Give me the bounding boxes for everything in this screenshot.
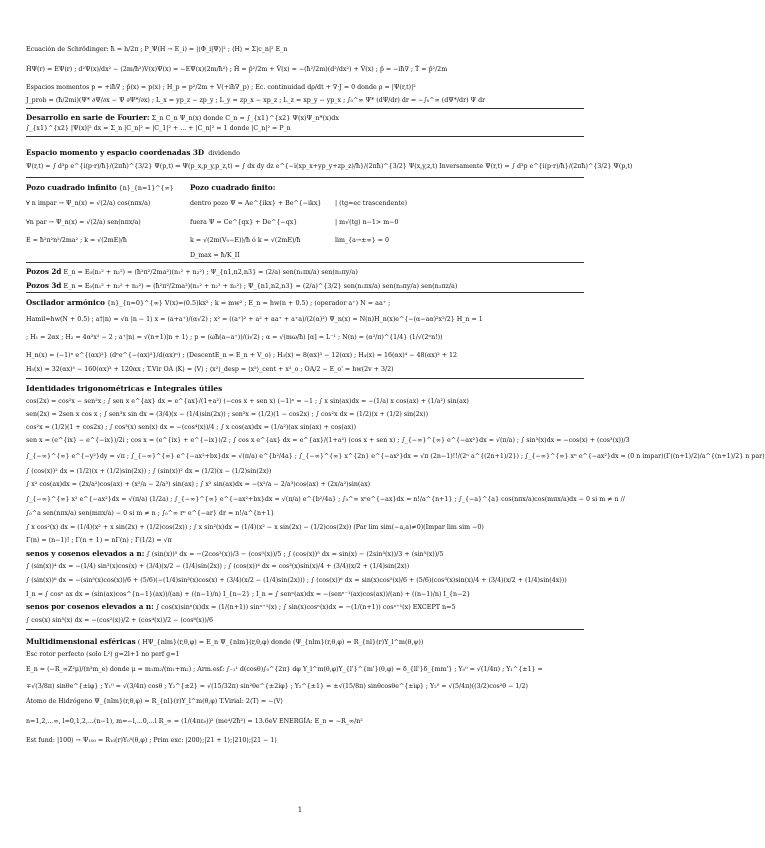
schrodinger-line-2: ĤΨ(r) = EΨ(r) ; d²Ψ(x)/dx² − (2m/ħ²)V(x)Ψ(x) = −EΨ(x)(2m/ħ²) ; Ĥ = p̂²/2m + V̂(x) = −(ħ²/2m)(d²/dx²) + V̂(x) ; p̂ = −iħ∇ ; T̂ = p̂²/2m xyxy=(26,66,448,73)
multi-line-1 xyxy=(26,638,586,646)
identidades-line-17: ∫ cos(x) sin⁵(x) dx = −(cos²(x))/2 + (cos⁴(x))/2 − (cos⁶(x))/6 xyxy=(26,617,214,624)
identidades-line-15: I_n = ∫ cosⁿ ax dx = (sin(ax)cos^{n−1}(ax))/(an) + ((n−1)/n) I_{n−2} ; I_n = ∫ senⁿ(ax)dx = −(senⁿ⁻¹(ax)cos(ax))/(an) + ((n−1)/n) I_{n−2} xyxy=(26,591,471,598)
pozo-a-line-2: ∀n par → Ψ_n(x) = √(2/a) sen(nπx/a) xyxy=(26,219,141,226)
pozo-c-line-2: | m√(tg) n−1> m−0 xyxy=(335,219,399,226)
divider xyxy=(26,177,584,178)
fourier-title: Desarrollo en sarie de Fourier: xyxy=(26,113,150,122)
identidades-line-10: ∫ x cos²(x) dx = (1/4)(x² + x sin(2x) + (1/2)cos(2x)) ; ∫ x sin²(x)dx = (1/4)(x² − x sin(2x) − (1/2)cos(2x)) (Par lim sim(−a,a)≠0)(Impar lim sim −0) xyxy=(26,524,484,531)
senos-cosenos-line xyxy=(26,550,586,558)
senos-por-cosenos-line xyxy=(26,603,586,611)
pozos-3d-line xyxy=(26,282,586,290)
multi-title: Multidimensional esféricas xyxy=(26,637,136,646)
momento-section xyxy=(26,149,586,157)
oscilador-line-5: H₅(x) = 32(αx)⁵ − 160(αx)³ + 120αx ; T.Vir OA ⟨K⟩ = ⟨V⟩ ; ⟨x²⟩_desp = ⟨x²⟩_cent + x²_o ; OA/2 − E_o' = hw(2v + 3/2) xyxy=(26,366,394,373)
fourier-section xyxy=(26,114,586,122)
pozos-2d-formula: E_n = E₀(n₁² + n₂²) = (ħ²π²/2ma²)(n₁² + n₂²) ; Ψ_{n1,n2,n3} = (2/a) sen(n₁πx/a) sen(n₂πy/a) xyxy=(61,268,358,276)
momento-line-1: Ψ(r,t) = ∫ d³p e^{i(p·r)/ħ}/(2πħ)^{3/2} Ψ(p,t) ⇒ Ψ(p_x,p_y,p_z,t) = ∫ dx dy dz e^{−i(xp_x+yp_y+zp_z)/ħ}/(2πħ)^{3/2} Ψ(x,y,z,t) Inversamente Ψ(r,t) = ∫ d³p e^{i(p·r)/ħ}/(2πħ)^{3/2} Ψ(p,t) xyxy=(26,163,633,170)
identidades-line-7: ∫ x² cos(ax)dx = (2x/a²)cos(ax) + (x²/a − 2/a³) sin(ax) ; ∫ x² sin(ax)dx = −(x²/a − 2/a³)cos(ax) + (2x/a²)sin(ax) xyxy=(26,481,371,488)
pozo-finito-heading xyxy=(190,184,390,193)
identidades-line-11: Γ(n) = (n−1)! ; Γ(n + 1) = nΓ(n) ; Γ(1/2) = √π xyxy=(26,537,172,544)
schrodinger-line-1: Ecuación de Schrödinger: ħ = h/2π ; P_Ψ(H → E_i) = |⟨Φ_i|Ψ⟩|² ; ⟨H⟩ = Σ|c_n|² E_n xyxy=(26,46,288,53)
divider xyxy=(26,136,584,137)
pozos-2d-title: Pozos 2d xyxy=(26,267,62,276)
divider xyxy=(26,108,584,109)
multi-line-4: ∓√(3/8π) sinθe^{±iφ} ; Y₁⁰ = √(3/4π) cosθ ; Y₂^{±2} = √(15/32π) sin²θe^{±2iφ} ; Y₂^{±1} = ±√(15/8π) sinθcosθe^{±iφ} ; Y₂⁰ = √(5/4π)((3/2)cos²θ − 1/2) xyxy=(26,683,528,690)
identidades-line-2: sen(2x) = 2sen x cos x ; ∫ sen³x sin dx = (3/4)(x − (1/4)sin(2x)) ; sen²x = (1/2)(1 − cos2x) ; ∫ cos²x dx = (1/2)(x + (1/2) sin(2x)) xyxy=(26,411,429,418)
identidades-line-1: cos(2x) = cos²x − sen²x ; ∫ sen x e^{ax} dx = e^{ax}/(1+a²) (−cos x + sen x) (−1)ⁿ = −1 ; ∫ x sin(ax)dx = −(1/a) x cos(ax) + (1/a²) sin(ax) xyxy=(26,398,469,405)
pozo-finito-title: Pozo cuadrado finito: xyxy=(190,183,276,192)
pozo-infinito-range: {n}_{n=1}^{∞} xyxy=(118,185,174,192)
pozo-c-line-3: lim_{a→±∞} = 0 xyxy=(335,237,389,244)
senos-cosenos-title: senos y cosenos elevados a n: xyxy=(26,549,145,558)
identidades-line-5: ∫_{−∞}^{∞} e^{−y²}dy = √π ; ∫_{−∞}^{∞} e^{−ax²+bx}dx = √(π/a) e^{b²/4a} ; ∫_{−∞}^{∞} x^{2n} e^{−ax²}dx = √π (2n−1)!!/(2ⁿ a^{(2n+1)/2}) ; ∫_{−∞}^{∞} xⁿ e^{−ax²}dx = (0 n impar)(Γ((n+1)/2)/a^{(n+1)/2} n par) xyxy=(26,453,765,460)
pozo-c-line-1: | (tg=ec trascendente) xyxy=(335,200,408,207)
pozo-infinito-heading xyxy=(26,184,196,193)
multi-line-2: Esc rotor perfecto (solo L²) g=2l+1 no perf g=1 xyxy=(26,651,180,658)
oscilador-line-1 xyxy=(26,299,586,307)
identidades-line-9: ∫₀^a sen(nπx/a) sen(mπx/a) − 0 si m ≠ n ; ∫₀^∞ rⁿ e^{−ar} dr = n!/a^{n+1} xyxy=(26,510,275,517)
identidades-line-13: ∫ (sin(x))⁴ dx = −(1/4) sin³(x)cos(x) + (3/4)(x/2 − (1/4)sin(2x)) ; ∫ (cos(x))⁴ dx = cos³(x)sin(x)/4 + (3/4)(x/2 + (1/4)sin(2x)) xyxy=(26,563,410,570)
pozo-infinito-title: Pozo cuadrado infinito xyxy=(26,183,117,192)
fourier-line-1: Σ_n C_n Ψ_n(x) donde C_n = ∫_{x1}^{x2} Ψ(x)Ψ_n*(x)dx xyxy=(149,114,339,122)
pozos-3d-title: Pozos 3d xyxy=(26,281,62,290)
identidades-line-16: ∫ cos(x)sinⁿ(x)dx = (1/(n+1)) sinⁿ⁺¹(x) ; ∫ sin(x)cosⁿ(x)dx = −(1/(n+1)) cosⁿ⁺¹(x) EXCEPT n=5 xyxy=(153,603,456,611)
identidades-line-6: ∫ (cos(x))² dx = (1/2)(x + (1/2)sin(2x)) ; ∫ (sin(x))² dx = (1/2)(x − (1/2)sin(2x)) xyxy=(26,468,272,475)
pozo-b-line-1: dentro pozo Ψ = Ae^{ikx} + Be^{−ikx} xyxy=(190,200,322,207)
schrodinger-line-3: Espacios momentos p = +iħ∇ ; p̂(x) = p(x) ; H_p = p²/2m + V(+iħ∇_p) ; Ec. continuidad dρ/dt + ∇·J = 0 donde ρ = |Ψ(r,t)|² xyxy=(26,84,416,91)
momento-extra: dividendo xyxy=(208,149,240,157)
identidades-line-3: cos²x = (1/2)(1 + cos2x) ; ∫ cos³(x) sen(x) dx = −(cos⁴(x))/4 ; ∫ x cos(ax)dx = (1/a²)(ax sin(ax) + cos(ax)) xyxy=(26,424,357,431)
oscilador-line-3: ; H₁ = 2αx ; H₂ = 4α²x² − 2 ; a⁺|n⟩ = √(n+1)|n + 1⟩ ; p = (ωħ(a−a⁺))/(i√2) ; α = √(mω/ħ) [α] = L⁻¹ ; N(n) = (α²/π)^{1/4} (1/√(2ⁿn!)) xyxy=(26,334,443,341)
multi-line-7: Est fund: |100⟩ → Ψ₁₀₀ = R₁₀(r)Y₀⁰(θ,φ) ; Prim exc: |200⟩;|21 + 1⟩;|210⟩;|21 − 1⟩ xyxy=(26,737,277,744)
pozo-b-line-4: D_max = ħ/K_II xyxy=(190,252,240,259)
senos-por-cosenos-title: senos por cosenos elevados a n: xyxy=(26,602,154,611)
pozos-2d-line xyxy=(26,268,586,276)
multi-formula-1: ( HΨ_{nlm}(r,θ,φ) = E_n Ψ_{nlm}(r,θ,φ) donde (Ψ_{nlm}(r,θ,φ) = R_{nl}(r)Y_l^m(θ,ψ)) xyxy=(135,638,424,646)
schrodinger-line-4: J_prob = (ħ/2mi)(Ψ* ∂Ψ/∂x − Ψ ∂Ψ*/∂x) ; L_x = yp_z − zp_y ; L_y = zp_x − xp_z ; L_z = xp_y − yp_x ; ∫₀^∞ Ψ* (dΨ/dr) dr = −∫₀^∞ (dΨ*/dr) Ψ dr xyxy=(26,97,486,104)
pozos-3d-formula: E_n = E₀(n₁² + n₂² + n₃²) = (ħ²π²/2ma²)(n₁² + n₂² + n₃²) ; Ψ_{n1,n2,n3} = (2/a)^{3/2} sen(n₁πx/a) sen(n₂πy/a) sen(n₃πz/a) xyxy=(61,282,458,290)
identidades-line-14: ∫ (sin(x))⁶ dx = −(sin⁵(x)cos(x))/6 + (5/6)(−(1/4)sin³(x)cos(x) + (3/4)(x/2 − (1/4)sin(2x))) ; ∫ (cos(x))⁶ dx = sin(x)cos⁵(x)/6 + (5/6)(cos³(x)sin(x)/4 + (3/4)(x/2 + (1/4)sin(4x))) xyxy=(26,577,567,584)
divider xyxy=(26,378,584,379)
oscilador-line-2: Hamil=hw(N + 0.5) ; a†|n⟩ = √n |n − 1⟩ x = (a+a⁺)/(α√2) ; x² = ((a⁺)² + a² + aa⁺ + a⁺a)/(2(α)²) Ψ_n(x) = N(n)H_n(x)e^{−(α−aα)²x²/2} H_n = 1 xyxy=(26,316,483,323)
multi-line-6: n=1,2,...∞, l=0,1,2,...(n−1), m=−l,...0,...l R_∞ = (1/(4πε₀))² (me⁴/2ħ²) = 13.6eV ENERGÍA: E_n = −R_∞/n² xyxy=(26,718,363,725)
identidades-line-8: ∫_{−∞}^{∞} x² e^{−ax²}dx = √(π/a) (1/2a) ; ∫_{−∞}^{∞} e^{−ax²+bx}dx = √(π/a) e^{b²/4a} ; ∫₀^∞ xⁿe^{−ax}dx = n!/a^{n+1} ; ∫_{−a}^{a} cos(nπx/a)cos(mπx/a)dx − 0 si m ≠ n // xyxy=(26,496,625,503)
oscilador-formula-1: {n}_{n=0}^{∞} V(x)=(0.5)kx² ; k = mw² ; E_n = hw(n + 0.5) ; (operador a⁺) N = aa⁺ ; xyxy=(104,299,391,307)
identidades-line-4: sen x = (e^{ix} − e^{−ix})/2i ; cos x = (e^{ix} + e^{−ix})/2 ; ∫ cos x e^{ax} dx = e^{ax}/(1+a²) (cos x + sen x) ; ∫_{−∞}^{∞} e^{−ax²}dx = √(π/a) ; ∫ sin³(x)dx = −cos(x) + (cos³(x))/3 xyxy=(26,437,630,444)
pozo-b-line-2: fuera Ψ = Ce^{qx} + De^{−qx} xyxy=(190,219,298,226)
page-number: 1 xyxy=(297,806,303,814)
divider xyxy=(26,629,584,630)
pozo-a-line-1: ∀ n impar → Ψ_n(x) = √(2/a) cos(nπx/a) xyxy=(26,200,151,207)
momento-title: Espacio momento y espacio coordenadas 3D xyxy=(26,148,205,157)
multi-line-3: E_n = (−R_∞Z²μ)/(n²m_e) donde μ = m₁m₂/(m₁+m₂) ; Arm.esf: ∫₋₁¹ d(cosθ)∫₀^{2π} dφ Y_l^m(θ,φ)Y_{l'}^{m'}(θ,φ) = δ_{ll'}δ_{mm'} ; Y₀⁰ = √(1/4π) ; Y₁^{±1} = xyxy=(26,666,543,673)
pozo-b-line-3: k = √(2m(V₀−E))/ħ ó k = √(2mE)/ħ xyxy=(190,237,301,244)
oscilador-line-4: H_n(x) = (−1)ⁿ e^{(αx)²} (dⁿe^{−(αx)²}/d(αx)ⁿ) ; (DescentE_n = E_n + V_o) ; H₃(x) = 8(αx)³ − 12(αx) ; H₄(x) = 16(αx)⁴ − 48(αx)² + 12 xyxy=(26,352,458,359)
oscilador-title: Oscilador armónico xyxy=(26,298,105,307)
divider xyxy=(26,262,584,263)
divider xyxy=(26,292,584,293)
pozo-a-line-3: E = ħ²π²n²/2ma² ; k = √(2mE)/ħ xyxy=(26,237,127,244)
identidades-title: Identidades trigonométricas e Integrales útiles xyxy=(26,384,223,393)
fourier-line-2: ∫_{x1}^{x2} |Ψ(x)|² dx = Σ_n |C_n|² = |C_1|² + ... + |C_n|² = 1 donde |C_n|² = P_n xyxy=(26,125,291,132)
multi-line-5: Átomo de Hidrógeno Ψ_{nlm}(r,θ,φ) = R_{nl}(r)Y_l^m(θ,φ) T.Virial: 2⟨T⟩ = −⟨V⟩ xyxy=(26,698,284,705)
identidades-line-12: ∫ (sin(x))⁵ dx = −(2cos³(x))/3 − (cos⁵(x))/5 ; ∫ (cos(x))⁵ dx = sin(x) − (2sin³(x))/3 + (sin⁵(x))/5 xyxy=(144,550,444,558)
